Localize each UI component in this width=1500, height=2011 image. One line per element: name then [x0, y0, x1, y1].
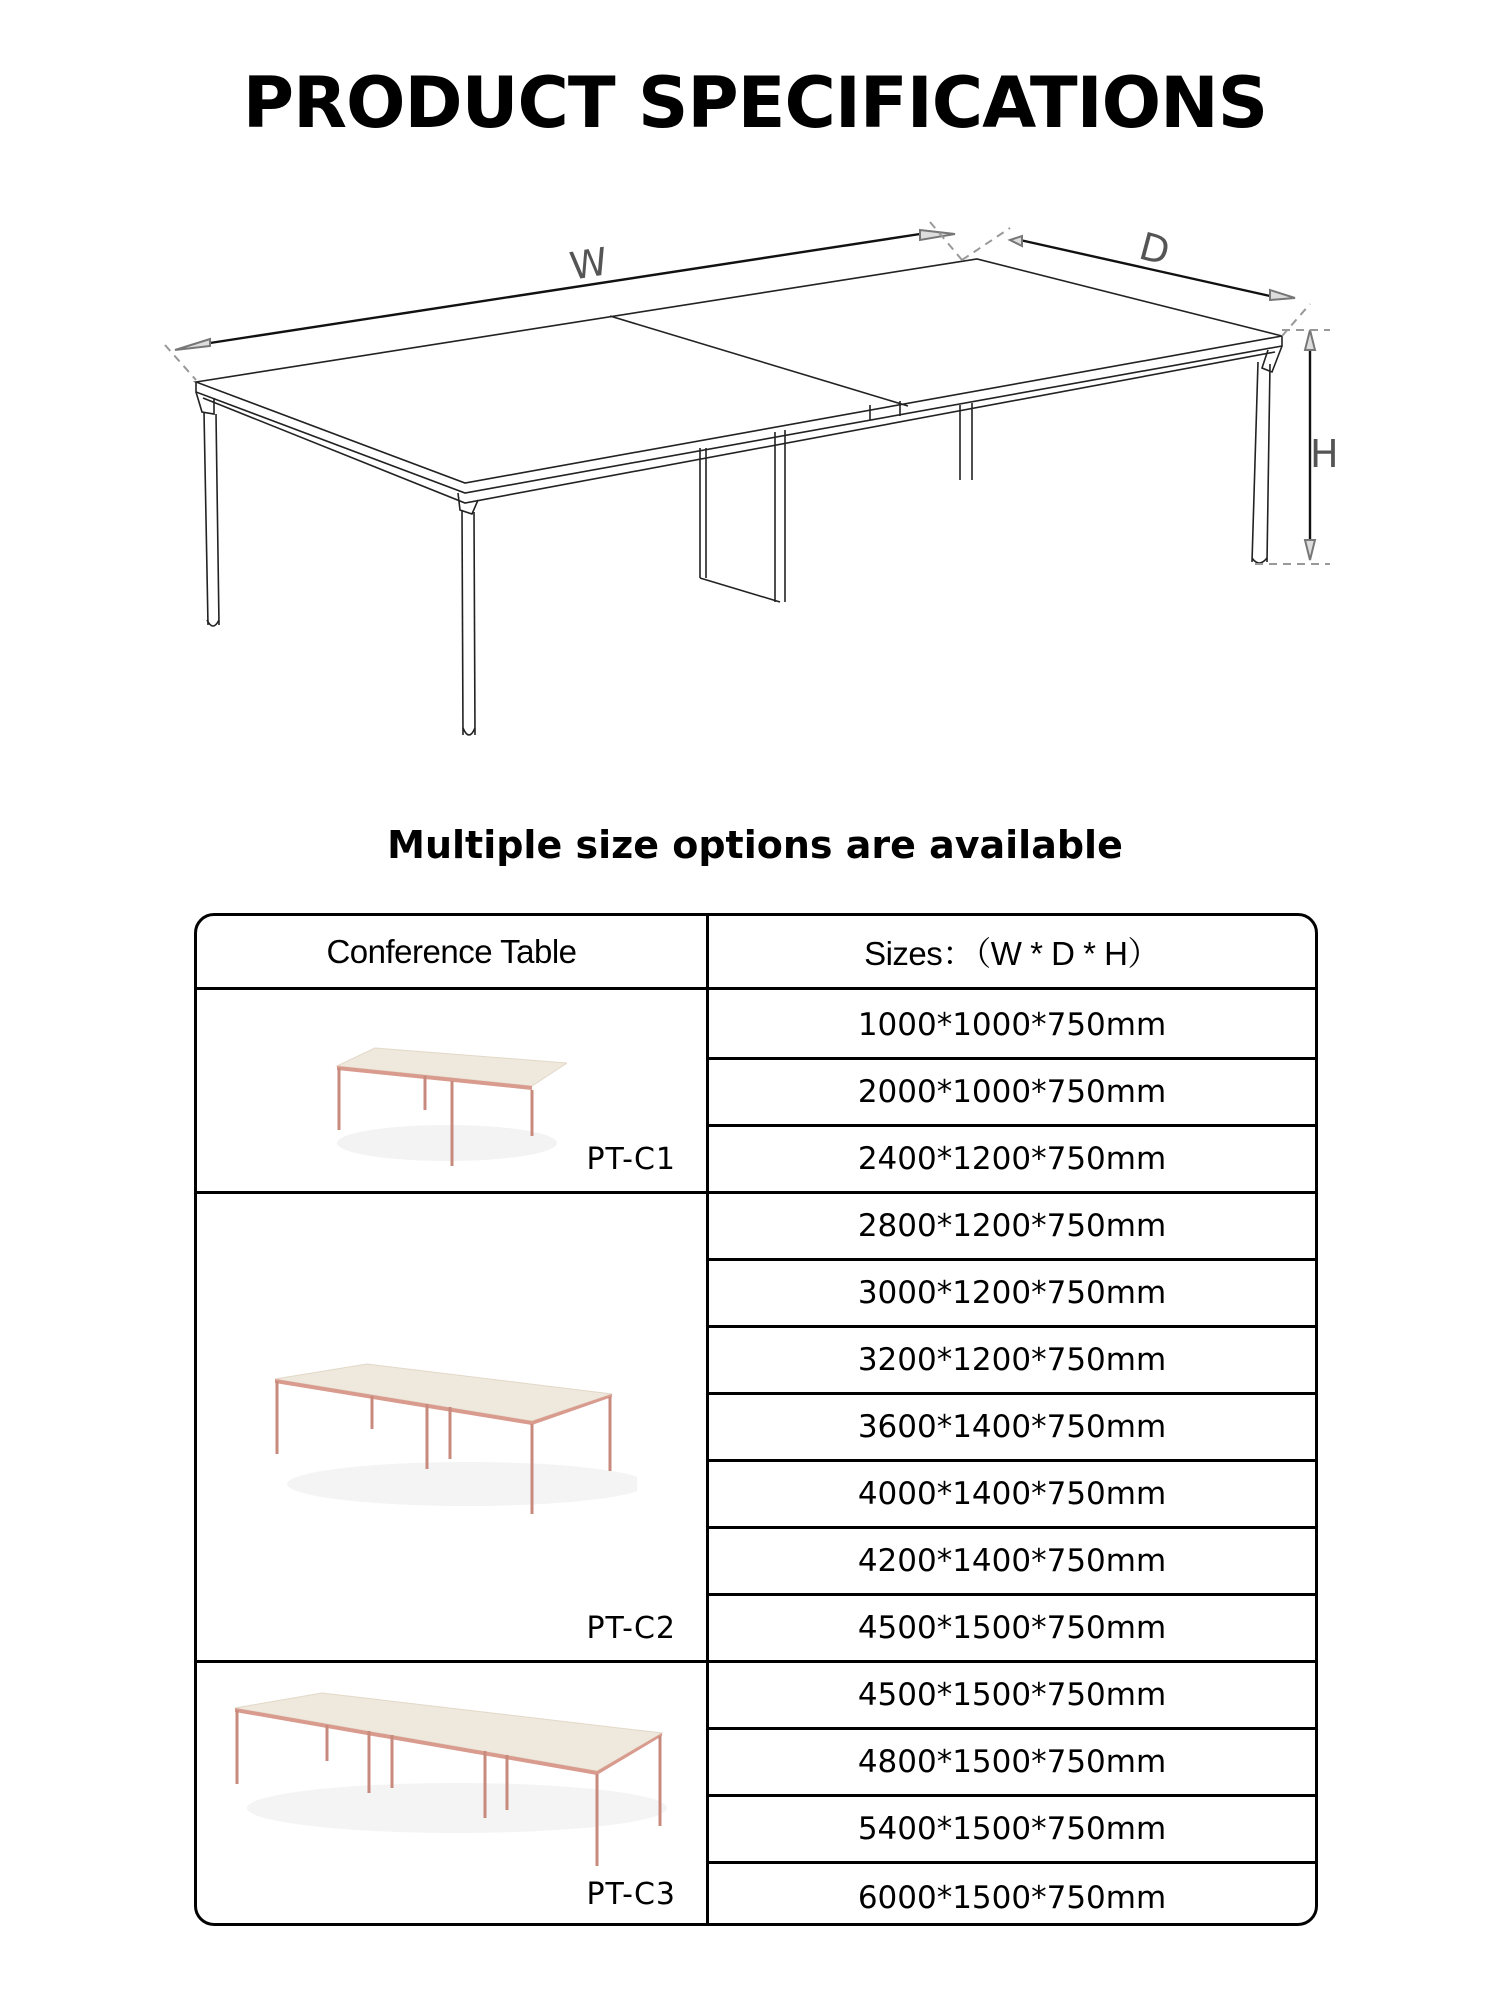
model-label: PT-C1: [586, 1142, 676, 1177]
size-row: 6000*1500*750mm: [857, 1879, 1167, 1916]
size-row: 2400*1200*750mm: [709, 1127, 1315, 1194]
table-line-drawing: [0, 180, 1500, 780]
height-label: H: [1310, 432, 1339, 476]
width-label: W: [566, 239, 611, 289]
header-sizes: Sizes：（W * D * H）: [709, 916, 1315, 990]
size-row: 2000*1000*750mm: [709, 1060, 1315, 1127]
size-row: 4800*1500*750mm: [709, 1730, 1315, 1797]
size-row: 2800*1200*750mm: [709, 1194, 1315, 1261]
model-label: PT-C2: [586, 1611, 676, 1646]
size-row: 3000*1200*750mm: [709, 1261, 1315, 1328]
depth-label: D: [1134, 223, 1175, 275]
model-label: PT-C3: [586, 1877, 676, 1912]
size-row: 4200*1400*750mm: [709, 1529, 1315, 1596]
column-divider: [706, 916, 709, 1923]
product-image-pt-c2: [267, 1359, 637, 1529]
product-image-pt-c1: [327, 1018, 567, 1168]
size-row: 3200*1200*750mm: [709, 1328, 1315, 1395]
size-row: 4500*1500*750mm: [709, 1596, 1315, 1663]
size-spec-table: [194, 913, 1318, 1926]
header-conference-table: Conference Table: [197, 916, 706, 990]
product-group-pt-c3: [197, 1663, 706, 1926]
product-group-pt-c2: [197, 1194, 706, 1663]
product-group-pt-c1: [197, 993, 706, 1194]
size-row: 1000*1000*750mm: [709, 993, 1315, 1060]
page-title: PRODUCT SPECIFICATIONS: [242, 62, 1268, 144]
product-image-pt-c3: [227, 1688, 667, 1868]
section-subtitle: Multiple size options are available: [387, 823, 1123, 867]
size-row: 3600*1400*750mm: [709, 1395, 1315, 1462]
size-row: 4500*1500*750mm: [709, 1663, 1315, 1730]
size-row: 4000*1400*750mm: [709, 1462, 1315, 1529]
size-row: 5400*1500*750mm: [709, 1797, 1315, 1864]
dimension-diagram: [0, 180, 1500, 780]
